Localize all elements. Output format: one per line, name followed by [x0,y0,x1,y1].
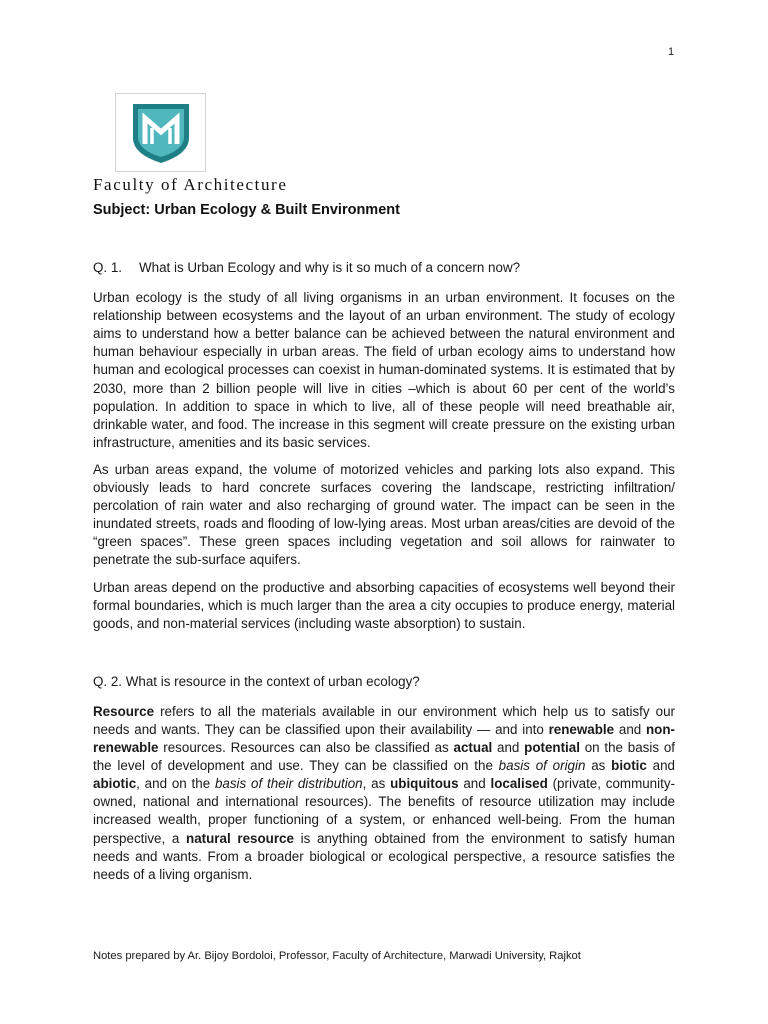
term-resource: Resource [93,703,155,719]
answer-2-paragraph: Resource refers to all the materials available in our environment which help us to satisfy our needs and wants. They can be classified upon their availability — and into renewable and non-renewable resources. Resources can also be classified as actual and potential on the basis of the level of development and use. They can be classified on the basis of origin as biotic and abiotic, and on the basis of their distribution, as ubiquitous and localised (private, community-owned, national and international resources). The benefits of resource utilization may include increased wealth, proper functioning of a system, or enhanced well-being. From the human perspective, a natural resource is anything obtained from the environment to satisfy human needs and wants. From a broader biological or ecological perspective, a resource satisfies the needs of a living organism. [93,703,675,882]
term-basis-of-distribution: basis of their distribution [214,776,363,792]
term-basis-of-origin: basis of origin [498,758,586,774]
question-2: Q. 2. What is resource in the context of urban ecology? [93,673,420,689]
subject-title: Subject: Urban Ecology & Built Environment [93,202,400,218]
footer-note: Notes prepared by Ar. Bijoy Bordoloi, Professor, Faculty of Architecture, Marwadi University, Rajkot [93,950,581,962]
question-1 [93,259,675,277]
term-renewable: renewable [548,721,615,737]
term-biotic: biotic [611,758,647,774]
term-potential: potential [524,740,580,756]
question-1-text: What is Urban Ecology and why is it so much of a concern now? [139,260,521,275]
term-localised: localised [490,776,548,792]
university-logo [115,93,206,172]
shield-logo-icon [130,100,192,166]
term-natural-resource: natural resource [186,830,294,846]
answer-1-paragraph-1: Urban ecology is the study of all living organisms in an urban environment. It focuses on the relationship between ecosystems and the layout of an urban environment. The study of ecology aims to understand how a better balance can be achieved between the natural environment and human behaviour especially in urban areas. The field of urban ecology aims to understand how human and ecological processes can coexist in human-dominated systems. It is estimated that by 2030, more than 2 billion people will live in cities –which is about 60 per cent of the world’s population. In addition to space in which to live, all of these people will need breathable air, drinkable water, and food. The increase in this segment will create pressure on the existing urban infrastructure, amenities and its basic services. [93,290,675,450]
faculty-name: Faculty of Architecture [93,175,288,194]
term-non-renewable: non-renewable [93,721,675,756]
term-abiotic: abiotic [93,776,137,792]
answer-1-paragraph-2: As urban areas expand, the volume of motorized vehicles and parking lots also expand. This obviously leads to hard concrete surfaces covering the landscape, restricting infiltration/ percolation of rain water and also recharging of ground water. The impact can be seen in the inundated streets, roads and flooding of low-lying areas. Most urban areas/cities are devoid of the “green spaces”. These green spaces including vegetation and soil allows for rainwater to penetrate the sub-surface aquifers. [93,461,675,568]
document-body [93,259,675,893]
term-ubiquitous: ubiquitous [390,776,459,792]
page-number: 1 [668,46,675,58]
term-actual: actual [453,740,493,756]
question-1-number: Q. 1. [93,260,123,275]
answer-1-paragraph-3: Urban areas depend on the productive and absorbing capacities of ecosystems well beyond their formal boundaries, which is much larger than the area a city occupies to produce energy, material goods, and non-material services (including waste absorption) to sustain. [93,579,675,631]
